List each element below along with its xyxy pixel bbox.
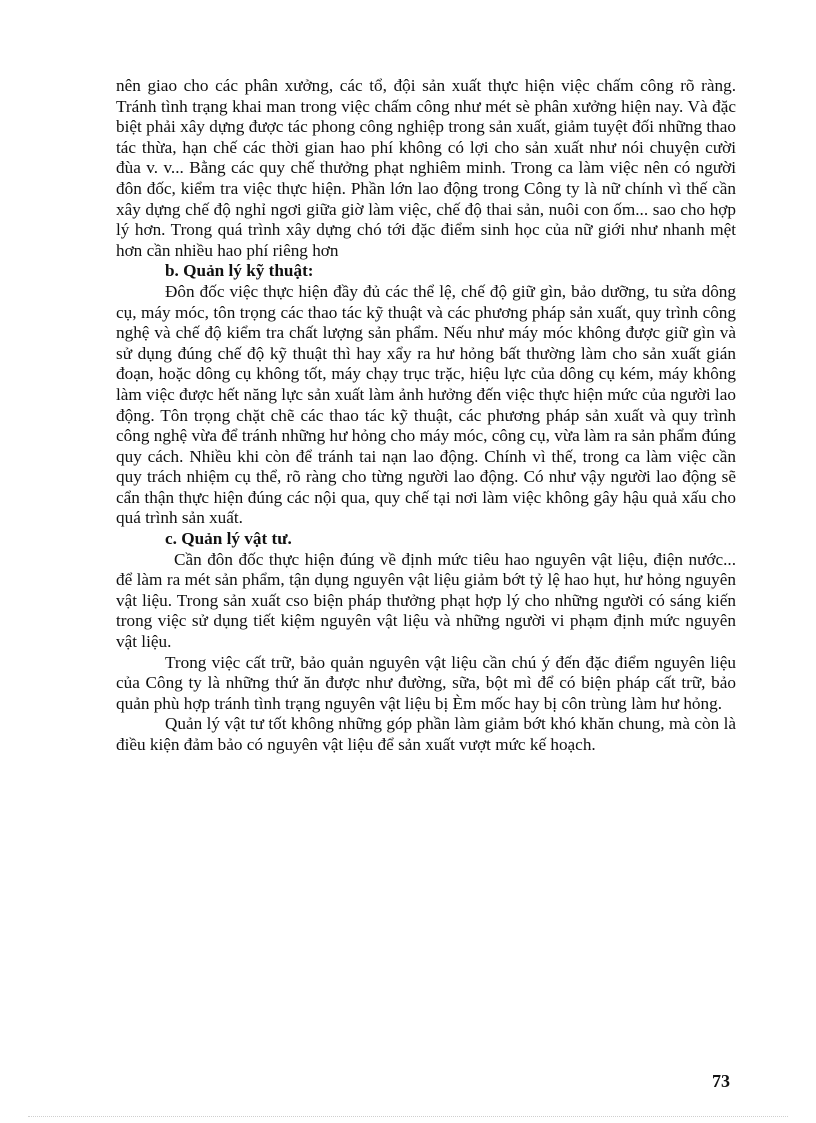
page-bottom-divider (28, 1116, 788, 1117)
document-body (116, 76, 736, 756)
paragraph-materials-conclusion: Quản lý vật tư tốt không những góp phần làm giảm bớt khó khăn chung, mà còn là điều kiện đảm bảo có nguyên vật liệu để sản xuất vượt mức kế hoạch. (116, 714, 736, 754)
paragraph-materials-storage: Trong việc cất trữ, bảo quản nguyên vật liệu cần chú ý đến đặc điểm nguyên liệu của Công ty là những thứ ăn được như đường, sữa, bột mì để có biện pháp cất trữ, bảo quản phù hợp tránh tình trạng nguyên vật liệu bị Èm mốc hay bị côn trùng làm hư hỏng. (116, 652, 736, 713)
section-heading-materials-management: c. Quản lý vật tư. (165, 529, 292, 549)
page-number: 73 (712, 1071, 730, 1091)
section-heading-technical-management: b. Quản lý kỹ thuật: (165, 261, 314, 281)
paragraph-labor-management: nên giao cho các phân xưởng, các tổ, đội sản xuất thực hiện việc chấm công rõ ràng. Tránh tình trạng khai man trong việc chấm công như mét sè phân xưởng hiện nay. Và đặc biệt phải xây dựng được tác phong công nghiệp trong sản xuất, giảm tuyệt đối những thao tác thừa, hạn chế các thời gian hao phí không có lợi cho sản xuất như nói chuyện cười đùa v. v... Bằng các quy chế thưởng phạt nghiêm minh. Trong ca làm việc nên có người đôn đốc, kiểm tra việc thực hiện. Phần lớn lao động trong Công ty là nữ chính vì thế cần xây dựng chế độ nghỉ ngơi giữa giờ làm việc, chế độ thai sản, nuôi con ốm... sao cho hợp lý hơn. Trong quá trình xây dựng chó tới đặc điểm sinh học của nữ giới như nhanh mệt hơn cần nhiều hao phí riêng hơn (116, 76, 736, 260)
paragraph-materials-consumption: Cần đôn đốc thực hiện đúng về định mức tiêu hao nguyên vật liệu, điện nước... để làm ra mét sản phẩm, tận dụng nguyên vật liệu giảm bớt tỷ lệ hao hụt, hư hỏng nguyên vật liệu. Trong sản xuất cso biện pháp thưởng phạt hợp lý cho những người có sáng kiến trong việc sử dụng tiết kiệm nguyên vật liệu và những người vi phạm định mức nguyên vật liệu. (116, 549, 736, 652)
paragraph-technical-management: Đôn đốc việc thực hiện đầy đủ các thể lệ, chế độ giữ gìn, bảo dưỡng, tu sửa dông cụ, máy móc, tôn trọng các thao tác kỹ thuật và các phương pháp sản xuất, quy trình công nghệ và chế độ kiểm tra chất lượng sản phẩm. Nếu như máy móc không được giữ gìn và sử dụng đúng chế độ kỹ thuật thì hay xẩy ra hư hỏng bất thường làm cho sản xuất gián đoạn, hoặc dông cụ không tốt, máy chạy trục trặc, hiệu lực của dông cụ kém, máy không làm việc được hết năng lực sản xuất làm ảnh hưởng đến việc thực hiện mức của người lao động. Tôn trọng chặt chẽ các thao tác kỹ thuật, các phương pháp sản xuất và quy trình công nghệ vừa để tránh những hư hỏng cho máy móc, công cụ, vừa làm ra sản phẩm đúng quy cách. Nhiều khi còn để tránh tai nạn lao động. Chính vì thế, trong ca làm việc cần quy trách nhiệm cụ thể, rõ ràng cho từng người lao động. Có như vậy người lao động sẽ cẩn thận thực hiện đúng các nội qua, quy chế tại nơi làm việc không gây hậu quả xấu cho quá trình sản xuất. (116, 281, 736, 528)
